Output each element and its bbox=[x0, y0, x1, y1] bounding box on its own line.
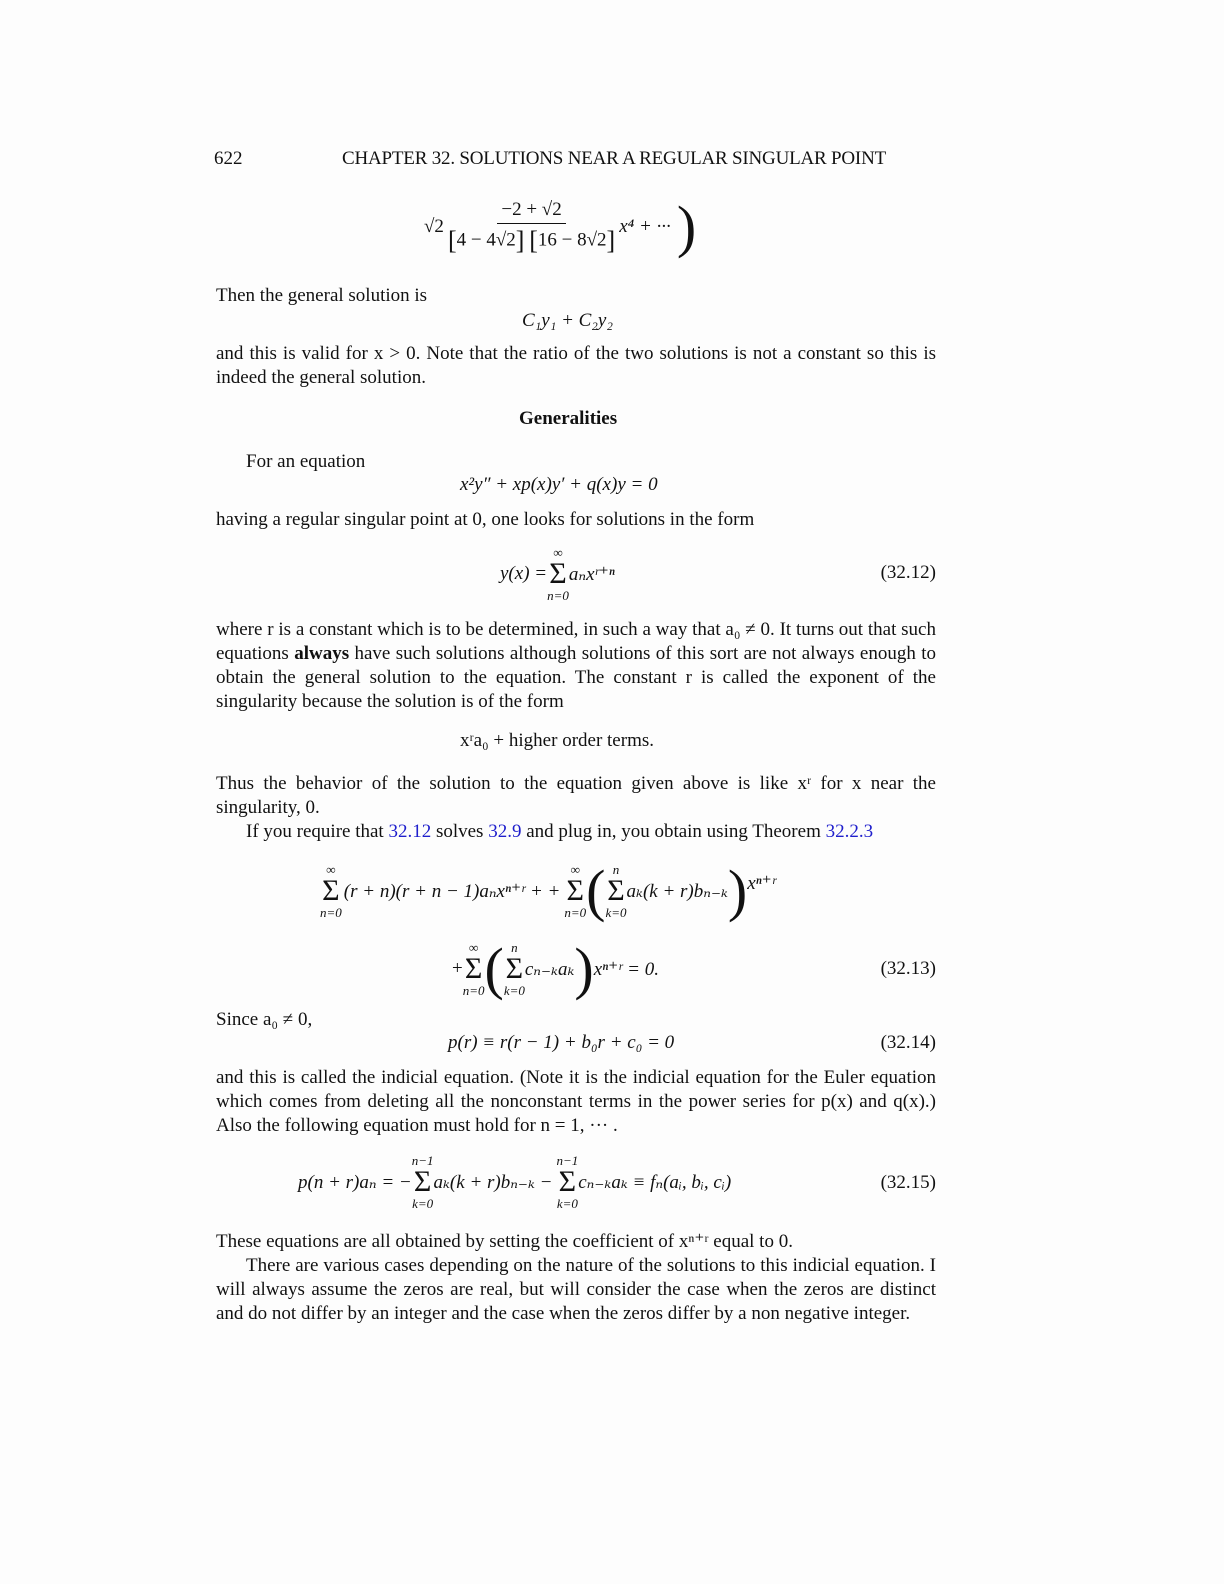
equation-32-13-line1 bbox=[320, 858, 776, 923]
equation-leading-form: xʳa₀ + higher order terms. bbox=[460, 730, 654, 751]
summation-symbol: n Σ k=0 bbox=[605, 862, 627, 920]
summation-symbol: n−1 Σ k=0 bbox=[411, 1153, 434, 1211]
close-paren: ) bbox=[727, 858, 748, 923]
page-number: 622 bbox=[214, 148, 243, 169]
para5-text-b: have such solutions although solutions of this sort are not always enough to obtain the general solution to the equation. The constant r is called the exponent of the singularity because the solution is of the form bbox=[216, 643, 936, 712]
open-paren: ( bbox=[484, 936, 504, 1001]
para5-bold: always bbox=[294, 643, 350, 664]
top-eq-tail: x⁴ + ··· bbox=[619, 216, 671, 237]
eq-32-13-term1: (r + n)(r + n − 1)aₙxⁿ⁺ʳ + + bbox=[343, 880, 561, 902]
equation-main: x²y″ + xp(x)y′ + q(x)y = 0 bbox=[460, 474, 658, 495]
eq-32-13-tail1: xⁿ⁺ʳ bbox=[747, 873, 776, 894]
summation-symbol: ∞ Σ n=0 bbox=[547, 545, 569, 603]
paragraph-regular-singular: having a regular singular point at 0, one looks for solutions in the form bbox=[216, 509, 755, 530]
sum-lower-limit: n=0 bbox=[320, 905, 342, 920]
sum-lower-limit: k=0 bbox=[412, 1196, 434, 1211]
sum-upper-limit: n bbox=[511, 940, 518, 955]
general-solution-formula: C₁y₁ + C₂y₂ bbox=[522, 310, 613, 331]
sum-lower-limit: k=0 bbox=[556, 1196, 578, 1211]
sum-lower-limit: k=0 bbox=[503, 983, 525, 998]
sum-upper-limit: ∞ bbox=[468, 940, 479, 955]
sum-upper-limit: n bbox=[612, 862, 620, 877]
close-paren: ) bbox=[574, 936, 594, 1001]
top-eq-den-b: 16 − 8√2 bbox=[537, 228, 607, 250]
sum-upper-limit: ∞ bbox=[326, 862, 336, 877]
link-eq-32-9[interactable]: 32.9 bbox=[488, 821, 522, 842]
summation-symbol: ∞ Σ n=0 bbox=[462, 940, 485, 998]
eq-32-12-body: aₙxʳ⁺ⁿ bbox=[568, 563, 615, 585]
eq-32-13-plus: + bbox=[452, 958, 463, 979]
para7-text-c: and plug in, you obtain using Theorem bbox=[521, 821, 826, 842]
paragraph-coefficients: These equations are all obtained by setting the coefficient of xⁿ⁺ʳ equal to 0. bbox=[216, 1231, 793, 1252]
sum-lower-limit: n=0 bbox=[547, 588, 569, 603]
equation-32-15 bbox=[298, 1154, 731, 1210]
eq-32-13-inner1: aₖ(k + r)bₙ₋ₖ bbox=[626, 880, 728, 902]
equation-label-32-12: (32.12) bbox=[880, 562, 936, 583]
paragraph-general-solution: Then the general solution is bbox=[216, 285, 428, 306]
link-eq-32-12[interactable]: 32.12 bbox=[388, 821, 432, 842]
top-eq-denominator: [4 − 4√2] [16 − 8√2] bbox=[447, 225, 616, 255]
eq-32-15-lhs: p(n + r)aₙ = − bbox=[298, 1171, 412, 1193]
sum-upper-limit: n−1 bbox=[411, 1153, 434, 1168]
equation-label-32-15: (32.15) bbox=[880, 1172, 936, 1193]
summation-symbol: ∞ Σ n=0 bbox=[564, 862, 587, 920]
equation-label-32-13: (32.13) bbox=[880, 958, 936, 979]
equation-32-12 bbox=[500, 546, 615, 602]
para5-text-a: where r is a constant which is to be determined, in such a way that a₀ ≠ 0. It turns out that such equations bbox=[216, 619, 936, 664]
paragraph-since: Since a₀ ≠ 0, bbox=[216, 1009, 313, 1030]
equation-32-14: p(r) ≡ r(r − 1) + b₀r + c₀ = 0 bbox=[448, 1032, 675, 1053]
paragraph-for-an-equation: For an equation bbox=[246, 451, 366, 472]
eq-32-12-lhs: y(x) = bbox=[500, 563, 548, 584]
top-eq-fraction bbox=[444, 199, 619, 256]
sum-lower-limit: n=0 bbox=[462, 983, 485, 998]
summation-symbol: n Σ k=0 bbox=[503, 940, 525, 998]
sum-lower-limit: n=0 bbox=[564, 905, 587, 920]
link-theorem-32-2-3[interactable]: 32.2.3 bbox=[825, 821, 874, 842]
para7-text-b: solves bbox=[431, 821, 489, 842]
equation-label-32-14: (32.14) bbox=[880, 1032, 936, 1053]
running-title: CHAPTER 32. SOLUTIONS NEAR A REGULAR SINGULAR POINT bbox=[342, 148, 886, 169]
paragraph-cases: There are various cases depending on the nature of the solutions to this indicial equation. I will always assume the zeros are real, but will consider the case when the zeros are distinct and do not differ by an integer and the case when the zeros differ by a non negative integer. bbox=[216, 1255, 936, 1324]
top-eq-close-paren: ) bbox=[676, 194, 697, 259]
eq-32-13-inner2: cₙ₋ₖaₖ bbox=[524, 958, 575, 980]
open-paren: ( bbox=[586, 858, 606, 923]
paragraph-behavior: Thus the behavior of the solution to the equation given above is like xʳ for x near the singularity, 0. bbox=[216, 773, 936, 818]
top-eq-coef: √2 bbox=[424, 216, 444, 237]
sum-upper-limit: ∞ bbox=[553, 545, 563, 560]
paragraph-exponent bbox=[216, 618, 936, 714]
equation-32-13-line2 bbox=[452, 936, 659, 1001]
section-title: Generalities bbox=[519, 408, 618, 429]
top-eq-den-a: 4 − 4√2 bbox=[456, 228, 516, 250]
sum-upper-limit: ∞ bbox=[570, 862, 580, 877]
para7-text-a: If you require that bbox=[246, 821, 389, 842]
paragraph-indicial: and this is called the indicial equation. (Note it is the indicial equation for the Euler equation which comes from deleting all the nonconstant terms in the power series for p(x) and q(x).) Also the following equation must hold for n = 1, ··· . bbox=[216, 1067, 936, 1136]
eq-32-13-tail2: xⁿ⁺ʳ = 0. bbox=[593, 958, 659, 980]
summation-symbol: ∞ Σ n=0 bbox=[320, 862, 342, 920]
eq-32-15-term1: aₖ(k + r)bₙ₋ₖ − bbox=[433, 1171, 553, 1193]
paragraph-plug-in bbox=[216, 820, 936, 844]
top-eq-numerator: −2 + √2 bbox=[497, 199, 565, 224]
top-equation bbox=[424, 194, 697, 259]
summation-symbol: n−1 Σ k=0 bbox=[556, 1153, 579, 1211]
eq-32-15-term2: cₙ₋ₖaₖ ≡ fₙ(aᵢ, bᵢ, cᵢ) bbox=[578, 1171, 732, 1193]
paragraph-validity: and this is valid for x > 0. Note that the ratio of the two solutions is not a constant so this is indeed the general solution. bbox=[216, 343, 936, 388]
sum-upper-limit: n−1 bbox=[556, 1153, 579, 1168]
sum-lower-limit: k=0 bbox=[605, 905, 627, 920]
